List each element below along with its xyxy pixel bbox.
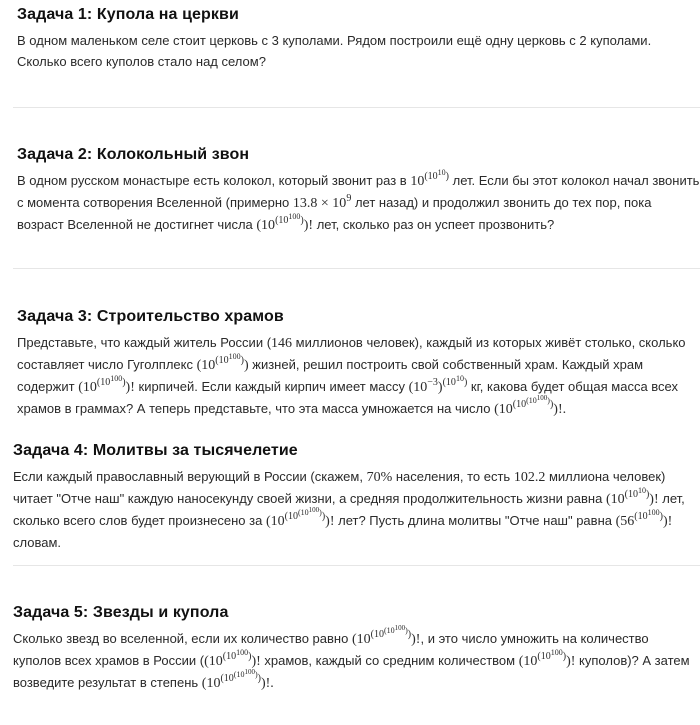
task-3-title: Задача 3: Строительство храмов: [17, 308, 284, 325]
task-4-text-part: миллиона человек) читает "Отче наш" каждую наносекунду своей жизни, а средняя продолжительность жизни равна: [13, 469, 666, 506]
task-2-text: [17, 170, 700, 236]
task-5-text-part: храмов, каждый со средним количеством: [264, 653, 516, 668]
task-1-title: Задача 1: Купола на церкви: [17, 6, 239, 23]
task-5-text-part: Сколько звезд во вселенной, если их количество равно: [13, 631, 349, 646]
task-1: [17, 6, 700, 72]
formula: $10^{(10^{10})}$: [410, 168, 449, 189]
task-3-text-part: кирпичей. Если каждый кирпич имеет массу: [138, 379, 405, 394]
formula: $(10^{(10^{(10^{100})})})$!.: [201, 668, 274, 691]
task-2-text-part: лет назад) и продолжил звонить до тех пор, пока возраст Вселенной не достигнет числа: [17, 195, 652, 232]
formula: $(10^{(10^{(10^{100})})})$!.: [494, 394, 567, 417]
formula: $(10^{(10^{(10^{100})})})$!: [351, 624, 421, 647]
divider: [13, 107, 700, 108]
task-2: [17, 146, 700, 236]
task-5-text-part: , и это число умножить на количество куполов всех храмов в России (: [13, 631, 649, 668]
divider: [13, 268, 700, 269]
task-3-text-part: Представьте, что каждый житель России (: [17, 335, 272, 350]
task-2-text-part: В одном русском монастыре есть колокол, который звонит раз в: [17, 173, 407, 188]
formula: $(10^{(10^{100})})$!: [256, 212, 314, 233]
formula: 102.2: [513, 470, 546, 485]
task-1-text: В одном маленьком селе стоит церковь с 3 куполами. Рядом построили ещё одну церковь с 2 куполами. Сколько всего куполов стало над селом?: [17, 33, 652, 69]
task-3-text-part: миллионов человек), каждый из которых живёт столько, сколько составляет число Гуголплекс: [17, 335, 686, 372]
formula: $(10^{(10^{100})})$: [196, 352, 249, 373]
task-2-title: Задача 2: Колокольный звон: [17, 146, 250, 163]
task-5-text-part: куполов)? А затем возведите результат в степень: [13, 653, 690, 690]
task-5-text: [13, 624, 697, 694]
formula: 146: [271, 336, 293, 351]
task-3: [17, 308, 700, 420]
formula: 70%: [366, 470, 393, 485]
formula: $(10^{(10^{100})})$!: [518, 648, 576, 669]
task-4-text-part: лет, сколько всего слов будет произнесено за: [13, 491, 685, 528]
formula: $(10^{(10^{100})})$!: [78, 374, 135, 395]
task-4-text-part: населения, то есть: [395, 469, 511, 484]
task-4-text: [13, 466, 697, 553]
task-5-title: Задача 5: Звезды и купола: [13, 604, 229, 621]
task-4-title: Задача 4: Молитвы за тысячелетие: [13, 442, 298, 459]
task-4: [13, 442, 697, 553]
formula: $(10^{(10^{10})})$!: [605, 486, 659, 507]
formula: $(56^{(10^{100})})$!: [615, 508, 673, 529]
formula: $(10^{(10^{(10^{100})})})$!: [265, 506, 335, 529]
formula: $(10^{-3})^{(10^{10})}$: [408, 374, 468, 395]
divider: [13, 565, 700, 566]
task-3-text-part: жизней, решил построить свой собственный храм. Каждый храм содержит: [17, 357, 644, 394]
task-4-text-part: Если каждый православный верующий в России (скажем,: [13, 469, 363, 484]
task-3-text-part: кг, какова будет общая масса всех храмов в граммах? А теперь представьте, что эта масса умножается на число: [17, 379, 678, 416]
formula: $(10^{(10^{100})})$!: [204, 648, 261, 669]
task-2-text-part: лет. Если бы этот колокол начал звонить с момента сотворения Вселенной (примерно: [17, 173, 700, 210]
task-3-text: [17, 332, 700, 420]
task-2-text-part: лет, сколько раз он успеет прозвонить?: [316, 217, 555, 232]
task-4-text-part: лет? Пусть длина молитвы "Отче наш" равна: [338, 513, 612, 528]
formula: $13.8 \times 10^9$: [292, 193, 352, 211]
task-4-text-part: словам.: [13, 535, 62, 550]
task-5: [13, 604, 697, 694]
